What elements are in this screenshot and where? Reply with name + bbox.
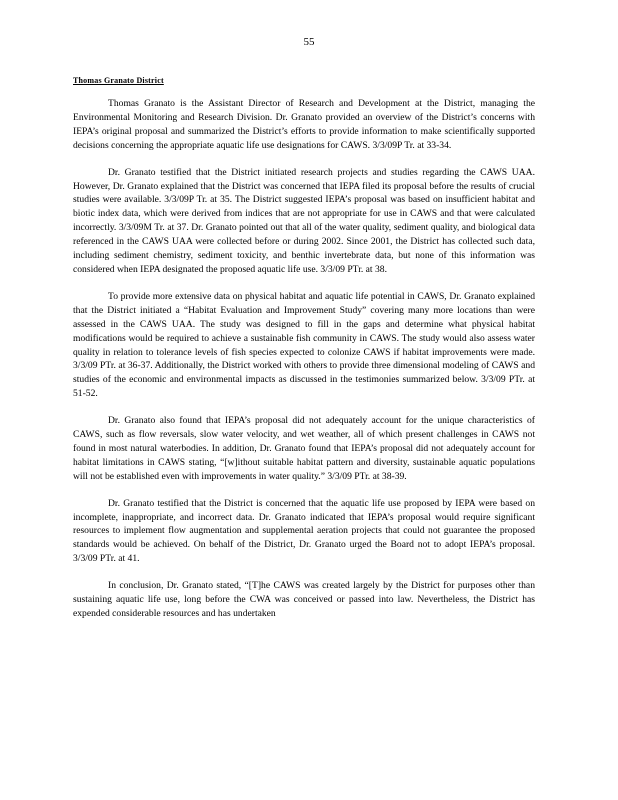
paragraph-2: Dr. Granato testified that the District initiated research projects and studies regarding the CAWS UAA. However, Dr. Granato explained that the District was concerned that IEPA filed its proposal before the results of crucial studies were available. 3/3/09P Tr. at 35. The District suggested IEPA’s proposal was based on insufficient habitat and biotic index data, which were derived from indices that are not appropriate for use in CAWS and that were calculated incorrectly. 3/3/09M Tr. at 37. Dr. Granato pointed out that all of the water quality, sediment quality, and biological data referenced in the CAWS UAA were collected before or during 2002. Since 2001, the District has collected such data, including sediment chemistry, sediment toxicity, and benthic invertebrate data, but none of this information was considered when IEPA designated the proposed aquatic life use. 3/3/09 PTr. at 38. xyxy=(73,166,535,275)
body-text xyxy=(73,97,535,634)
paragraph-1: Thomas Granato is the Assistant Director of Research and Development at the District, managing the Environmental Monitoring and Research Division. Dr. Granato provided an overview of the District’s concerns with IEPA’s original proposal and summarized the District’s efforts to provide information to make scientifically supported decisions concerning the appropriate aquatic life use designations for CAWS. 3/3/09P Tr. at 33-34. xyxy=(73,98,535,151)
paragraph-6: In conclusion, Dr. Granato stated, “[T]he CAWS was created largely by the District for purposes other than sustaining aquatic life use, long before the CWA was conceived or passed into law. Nevertheless, the District has expended considerable resources and has undertaken xyxy=(73,580,535,619)
page-number: 55 xyxy=(303,36,315,48)
paragraph-4: Dr. Granato also found that IEPA’s proposal did not adequately account for the unique characteristics of CAWS, such as flow reversals, slow water velocity, and wet weather, all of which present challenges in CAWS not found in most natural waterbodies. In addition, Dr. Granato found that IEPA’s proposal did not adequately account for habitat limitations in CAWS stating, “[w]ithout suitable habitat pattern and diversity, sustainable aquatic populations will not be established even with improvements in water quality.” 3/3/09 PTr. at 38-39. xyxy=(73,415,535,482)
section-heading: Thomas Granato District xyxy=(73,76,164,85)
paragraph-3: To provide more extensive data on physical habitat and aquatic life potential in CAWS, Dr. Granato explained that the District initiated a “Habitat Evaluation and Improvement Study” covering many more locations than were assessed in the CAWS UAA. The study was designed to fill in the gaps and determine what physical habitat modifications would be required to achieve a sustainable fish community in CAWS. The study would also assess water quality in relation to tolerance levels of fish species expected to colonize CAWS if habitat improvements were made. 3/3/09 PTr. at 36-37. Additionally, the District worked with others to provide three dimensional modeling of CAWS and studies of the economic and environmental impacts as discussed in the testimonies summarized below. 3/3/09 PTr. at 51-52. xyxy=(73,290,535,400)
paragraph-5: Dr. Granato testified that the District is concerned that the aquatic life use proposed by IEPA were based on incomplete, inappropriate, and incorrect data. Dr. Granato indicated that IEPA’s proposal would require significant resources to implement flow augmentation and supplemental aeration projects that could not guarantee the proposed standards would be achieved. On behalf of the District, Dr. Granato urged the Board not to adopt IEPA’s proposal. 3/3/09 PTr. at 41. xyxy=(73,497,535,565)
